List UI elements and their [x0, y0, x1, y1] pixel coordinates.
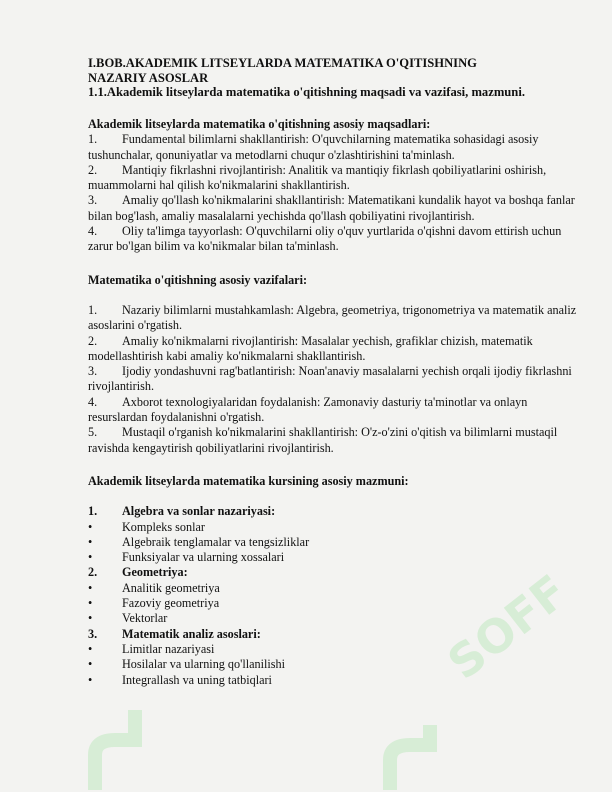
content-section-label: Matematik analiz asoslari:: [122, 626, 261, 641]
task-item-number: 2.: [88, 333, 98, 348]
content-bullet-item: [88, 535, 578, 550]
task-item-text: Amaliy ko'nikmalarni rivojlantirish: Masalalar yechish, grafiklar chizish, matematik modellashtirish kabi amaliy ko'nikmalarni shakllantirish.: [88, 333, 533, 363]
goal-item: [88, 224, 578, 255]
goal-item-number: 2.: [88, 162, 98, 177]
goal-item-number: 1.: [88, 132, 98, 147]
content-bullet-item: [88, 642, 578, 657]
bullet-icon: •: [88, 580, 93, 595]
content-bullet-text: Hosilalar va ularning qo'llanilishi: [122, 657, 285, 672]
content-bullet-text: Analitik geometriya: [122, 580, 220, 595]
content-bullet-item: [88, 581, 578, 596]
bullet-icon: •: [88, 611, 93, 626]
task-item-text: Mustaqil o'rganish ko'nikmalarini shakllantirish: O'z-o'zini o'qitish va bilimlarni mustaqil ravishda kengaytirish qobiliyatlarini rivojlantirish.: [88, 425, 558, 455]
content-bullet-text: Algebraik tenglamalar va tengsizliklar: [122, 534, 310, 549]
content-bullet-item: [88, 520, 578, 535]
content-heading: Akademik litseylarda matematika kursining asosiy mazmuni:: [88, 473, 409, 488]
task-item: [88, 364, 578, 395]
bullet-icon: •: [88, 657, 93, 672]
content-section-number: 3.: [88, 626, 98, 641]
content-bullet-text: Fazoviy geometriya: [122, 596, 220, 611]
content-bullet-text: Funksiyalar va ularning xossalari: [122, 550, 285, 565]
task-item-number: 3.: [88, 364, 98, 379]
content-section-label: Geometriya:: [122, 565, 188, 580]
goal-item-number: 3.: [88, 193, 98, 208]
bullet-icon: •: [88, 550, 93, 565]
content-bullet-item: [88, 611, 578, 626]
content-bullet-text: Kompleks sonlar: [122, 519, 205, 534]
task-item-text: Axborot texnologiyalaridan foydalanish: Zamonaviy dasturiy ta'minotlar va onlayn resurslardan foydalanishni o'rgatish.: [88, 394, 528, 425]
task-item-number: 5.: [88, 425, 98, 440]
content-section-number: 2.: [88, 565, 98, 580]
content-list: [88, 504, 578, 688]
watermark-s-mark-icon-left: [80, 700, 150, 792]
goal-item-number: 4.: [88, 224, 98, 239]
task-item: [88, 303, 578, 334]
content-bullet-item: [88, 550, 578, 565]
content-bullet-text: Integrallash va uning tatbiqlari: [122, 672, 272, 687]
task-item-text: Ijodiy yondashuvni rag'batlantirish: Noan'anaviy masalalarni yechish orqali ijodiy fikrlashni rivojlantirish.: [88, 364, 572, 394]
task-item-number: 1.: [88, 302, 98, 317]
tasks-list: [88, 303, 578, 456]
bullet-icon: •: [88, 519, 93, 534]
bullet-icon: •: [88, 672, 93, 687]
content-section-title: [88, 627, 578, 642]
goal-item: [88, 132, 578, 163]
content-section-label: Algebra va sonlar nazariyasi:: [122, 504, 276, 519]
content-bullet-text: Vektorlar: [122, 611, 168, 626]
chapter-title-line1: I.BOB.AKADEMIK LITSEYLARDA MATEMATIKA O'QITISHNING: [88, 56, 477, 70]
bullet-icon: •: [88, 534, 93, 549]
content-section-title: [88, 504, 578, 519]
goals-heading: Akademik litseylarda matematika o'qitishning asosiy maqsadlari:: [88, 117, 431, 131]
bullet-icon: •: [88, 641, 93, 656]
goal-item-text: Amaliy qo'llash ko'nikmalarini shakllantirish: Matematikani kundalik hayot va boshqa fanlar bilan bog'lash, amaliy masalalarni yechishda qo'llash qobiliyatini rivojlantirish.: [88, 193, 575, 223]
task-item: [88, 334, 578, 365]
bullet-icon: •: [88, 596, 93, 611]
goal-item-text: Oliy ta'limga tayyorlash: O'quvchilarni oliy o'quv yurtlarida o'qishni davom ettirish uchun zarur bo'lgan bilim va ko'nikmalar bilan ta'minlash.: [88, 224, 562, 254]
watermark-logo: SOFF: [437, 564, 578, 690]
content-bullet-text: Limitlar nazariyasi: [122, 641, 215, 656]
watermark-s-mark-icon: [375, 720, 445, 792]
section-subtitle: 1.1.Akademik litseylarda matematika o'qitishning maqsadi va vazifasi, mazmuni.: [88, 85, 525, 99]
task-item: [88, 395, 578, 426]
goal-item: [88, 193, 578, 224]
tasks-heading: Matematika o'qitishning asosiy vazifalari:: [88, 272, 308, 287]
goal-item-text: Fundamental bilimlarni shakllantirish: O'quvchilarning matematika sohasidagi asosiy tushunchalar, qonuniyatlar va metodlarni chuqur o'zlashtirishini ta'minlash.: [88, 132, 539, 162]
document-page: [88, 56, 578, 688]
chapter-title-line2: NAZARIY ASOSLAR: [88, 70, 209, 85]
content-bullet-item: [88, 673, 578, 688]
content-bullet-item: [88, 596, 578, 611]
task-item: [88, 425, 578, 456]
task-item-number: 4.: [88, 394, 98, 409]
goals-list: [88, 132, 578, 254]
content-section-number: 1.: [88, 504, 98, 519]
content-section-title: [88, 565, 578, 580]
task-item-text: Nazariy bilimlarni mustahkamlash: Algebra, geometriya, trigonometriya va matematik analiz asoslarini o'rgatish.: [88, 302, 577, 333]
goal-item: [88, 163, 578, 194]
goal-item-text: Mantiqiy fikrlashni rivojlantirish: Analitik va mantiqiy fikrlash qobiliyatlarini oshirish, muammolarni hal qilish ko'nikmalarini shakllantirish.: [88, 162, 547, 193]
content-bullet-item: [88, 657, 578, 672]
